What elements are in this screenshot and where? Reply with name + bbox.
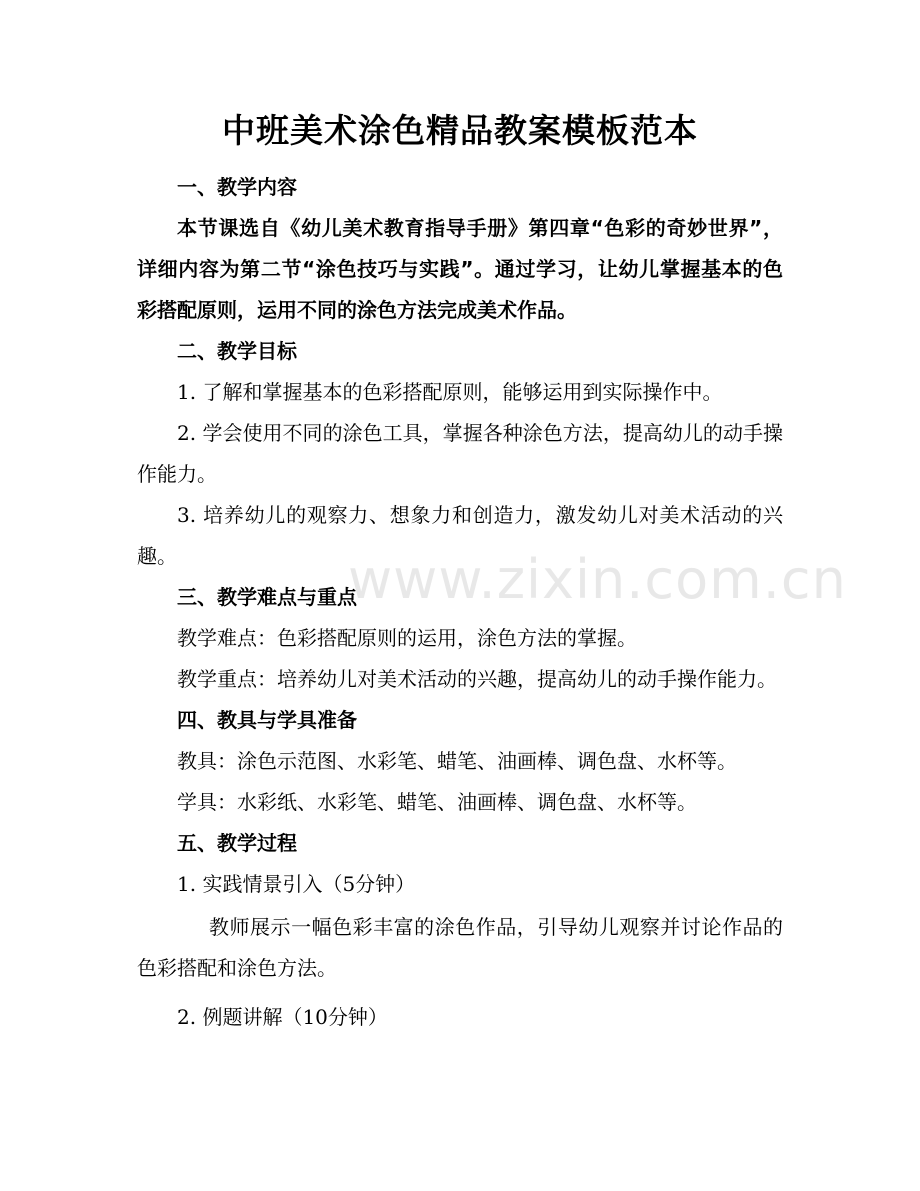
difficulty-text: 教学难点：色彩搭配原则的运用，涂色方法的掌握。 [177,626,637,650]
section-heading-materials: 四、教具与学具准备 [177,708,357,732]
section-heading-process: 五、教学过程 [177,831,297,855]
section-heading-difficulty-key: 三、教学难点与重点 [177,585,357,609]
student-materials: 学具：水彩纸、水彩笔、蜡笔、油画棒、调色盘、水杯等。 [177,790,697,814]
objective-item-2: 2. 学会使用不同的涂色工具，掌握各种涂色方法，提高幼儿的动手操作能力。 [137,421,783,486]
key-point-text: 教学重点：培养幼儿对美术活动的兴趣，提高幼儿的动手操作能力。 [177,667,777,691]
watermark-text: www.zixin.com.cn [348,548,847,611]
document-title: 中班美术涂色精品教案模板范本 [222,111,698,150]
teacher-materials: 教具：涂色示范图、水彩笔、蜡笔、油画棒、调色盘、水杯等。 [177,749,737,773]
objective-item-3: 3. 培养幼儿的观察力、想象力和创造力，激发幼儿对美术活动的兴趣。 [137,503,783,568]
process-step-1-text: 教师展示一幅色彩丰富的涂色作品，引导幼儿观察并讨论作品的色彩搭配和涂色方法。 [137,915,783,980]
section-heading-content: 一、教学内容 [177,175,297,199]
objective-item-1: 1. 了解和掌握基本的色彩搭配原则，能够运用到实际操作中。 [177,380,723,404]
section-text-content: 本节课选自《幼儿美术教育指导手册》第四章“色彩的奇妙世界”，详细内容为第二节“涂色技巧与实践”。通过学习，让幼儿掌握基本的色彩搭配原则，运用不同的涂色方法完成美术作品。 [137,216,783,322]
process-step-1: 1. 实践情景引入（5分钟） [177,872,416,896]
document-body [137,167,783,1038]
process-step-2: 2. 例题讲解（10分钟） [177,1005,388,1029]
section-heading-objectives: 二、教学目标 [177,339,297,363]
